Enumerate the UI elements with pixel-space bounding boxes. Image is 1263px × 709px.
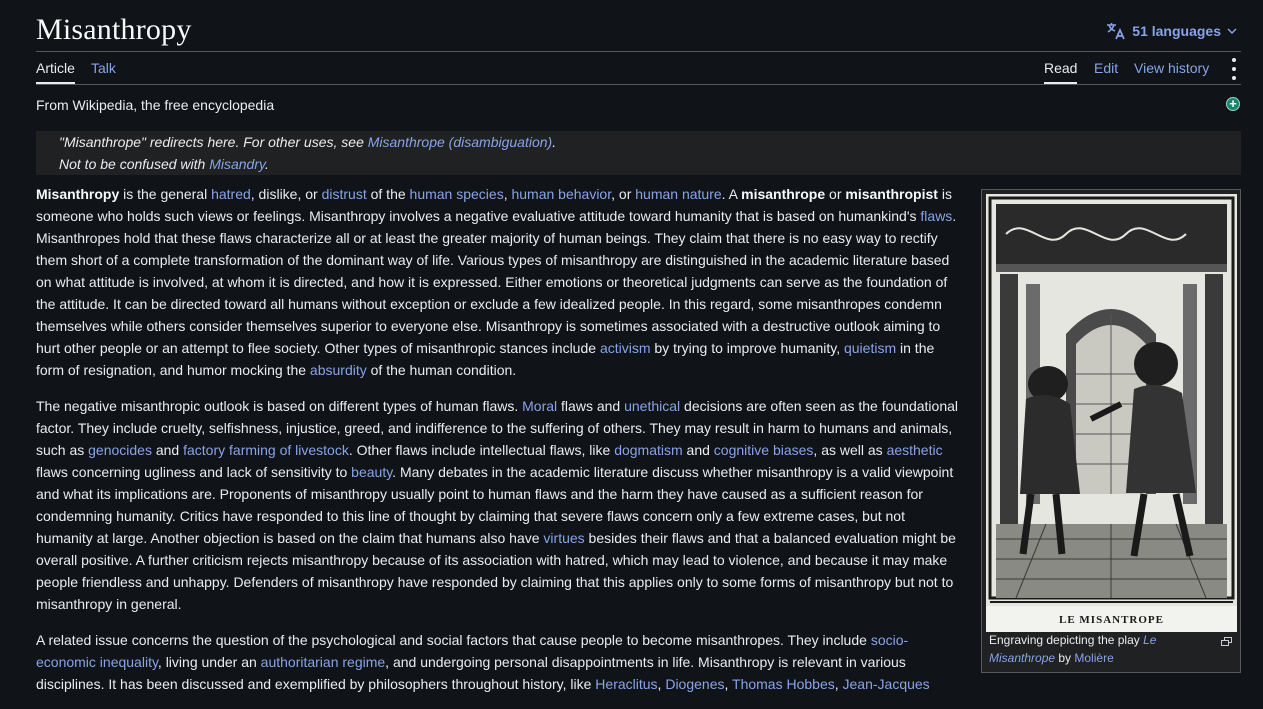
paragraph-text: Misanthropes hold that these flaws characterize all or at least the greater majority of human beings. They claim that there is no easy way to rectify — [36, 230, 938, 246]
language-selector[interactable] — [1106, 22, 1237, 40]
paragraph-text: such as — [36, 442, 89, 458]
paragraph-text: humanity at large. Another objection is based on the claim that humans also have — [36, 530, 544, 546]
paragraph-text: The negative misanthropic outlook is based on different types of human flaws. — [36, 398, 523, 414]
article-link[interactable]: Heraclitus — [595, 676, 658, 692]
caption-link-moliere[interactable]: Molière — [1074, 651, 1114, 665]
bold-term: misanthropist — [845, 186, 938, 202]
article-link[interactable]: absurdity — [309, 362, 367, 378]
translate-icon — [1106, 22, 1126, 40]
article-link[interactable]: hatred — [211, 186, 251, 202]
article-link[interactable]: socio- — [870, 632, 909, 648]
hatnote-line-1 — [59, 131, 1241, 153]
paragraph-text: disciplines. It has been discussed and exemplified by philosophers throughout history, like — [36, 676, 596, 692]
article-link[interactable]: Moral — [522, 398, 558, 414]
paragraph-text: overall positive. A further criticism rejects misanthropy because of its association with hatred, which may lead to violence, and because it may make — [36, 552, 948, 568]
article-link[interactable]: flaws — [920, 208, 953, 224]
paragraph-text: , — [657, 676, 666, 692]
article-link[interactable]: authoritarian regime — [260, 654, 386, 670]
article-link[interactable]: human behavior — [511, 186, 612, 202]
paragraph-text: flaws and — [557, 398, 625, 414]
page-title: Misanthropy — [36, 13, 192, 46]
tab-talk[interactable]: Talk — [91, 60, 116, 76]
paragraph-text: condemning humanity. Critics have responded to this line of thought by claiming that severe flaws concern only a few extreme cases, but not — [36, 508, 905, 524]
paragraph-text: misanthropy in general. — [36, 596, 182, 612]
engraving-image[interactable] — [986, 194, 1237, 632]
engraving-label: LE MISANTROPE — [1059, 614, 1164, 626]
bold-term: Misanthropy — [36, 186, 120, 202]
hatnote-text: . — [552, 134, 557, 150]
paragraph-text: , as well as — [813, 442, 887, 458]
article-link[interactable]: economic inequality — [36, 654, 158, 670]
paragraph-text: people friendless and unhappy. Defenders of misanthropy have responded by claiming that this applies only to some forms of misanthropy but not to — [36, 574, 954, 590]
paragraph-text: is — [937, 186, 952, 202]
article-link[interactable]: beauty — [351, 464, 393, 480]
article-paragraph — [36, 629, 961, 695]
hatnote-link-misandry[interactable]: Misandry — [209, 156, 265, 172]
paragraph-text: . A — [721, 186, 742, 202]
paragraph-text: and what its implications are. Proponents of misanthropy usually point to human flaws and the harm they have caused as a sufficient reason for — [36, 486, 923, 502]
paragraph-text: on what attitude is involved, at whom it is directed, and how it is expressed. Either emotions or theoretical judgments can serve as the foundation of — [36, 274, 948, 290]
article-link[interactable]: virtues — [543, 530, 585, 546]
paragraph-text: and — [682, 442, 714, 458]
article-link[interactable]: Diogenes — [665, 676, 725, 692]
article-body — [36, 183, 961, 709]
article-paragraph — [36, 395, 961, 615]
hatnote-text: . — [264, 156, 269, 172]
paragraph-text: A related issue concerns the question of the psychological and social factors that cause people to become misanthropes. They include — [36, 632, 871, 648]
paragraph-text: someone who holds such views or feelings. Misanthropy involves a negative evaluative attitude toward humanity that is based on humankind's — [36, 208, 921, 224]
article-link[interactable]: dogmatism — [614, 442, 683, 458]
languages-label: 51 languages — [1132, 23, 1221, 39]
hatnote-text: "Misanthrope" redirects here. For other uses, see — [59, 134, 368, 150]
paragraph-text: , — [724, 676, 733, 692]
paragraph-text: the attitude. It can be directed toward all humans without exception or exclude a few idealized people. In this regard, some misanthropes condemn — [36, 296, 942, 312]
paragraph-text: flaws concerning ugliness and lack of sensitivity to — [36, 464, 352, 480]
infobox — [981, 189, 1241, 673]
article-link[interactable]: cognitive biases — [713, 442, 814, 458]
hatnote-text: Not to be confused with — [59, 156, 210, 172]
paragraph-text: in the — [896, 340, 935, 356]
paragraph-text: or — [825, 186, 846, 202]
caption-link-le-misanthrope[interactable]: Le Misanthrope — [989, 633, 1157, 665]
tabs-divider — [36, 84, 1241, 85]
paragraph-text: . Many debates in the academic literature discuss whether misanthropy is a valid viewpoint — [392, 464, 954, 480]
tab-read[interactable]: Read — [1044, 60, 1077, 84]
hatnote-line-2 — [59, 153, 1241, 175]
paragraph-text: , — [503, 186, 512, 202]
paragraph-text: factor. They include cruelty, selfishness, injustice, greed, and indifference to the suffering of others. They may result in harm to humans and animals, — [36, 420, 953, 436]
enlarge-icon[interactable] — [1221, 633, 1232, 642]
article-link[interactable]: aesthetic — [886, 442, 943, 458]
article-link[interactable]: Jean-Jacques — [842, 676, 930, 692]
article-link[interactable]: human species — [409, 186, 504, 202]
article-link[interactable]: quietism — [843, 340, 897, 356]
paragraph-text: . — [952, 208, 957, 224]
caption-text: by — [1055, 651, 1075, 665]
paragraph-text: , dislike, or — [250, 186, 322, 202]
article-link[interactable]: unethical — [624, 398, 681, 414]
paragraph-text: , living under an — [157, 654, 261, 670]
page-tabs — [36, 52, 1241, 84]
article-link[interactable]: human nature — [635, 186, 722, 202]
paragraph-text: , and undergoing personal disappointments in life. Misanthropy is relevant in various — [385, 654, 906, 670]
tab-article[interactable]: Article — [36, 60, 75, 84]
add-icon[interactable]: + — [1226, 97, 1240, 111]
paragraph-text: form of resignation, and humor mocking the — [36, 362, 310, 378]
article-link[interactable]: distrust — [321, 186, 367, 202]
tab-view-history[interactable]: View history — [1134, 60, 1210, 76]
article-link[interactable]: factory farming of livestock — [183, 442, 349, 458]
paragraph-text: and — [151, 442, 184, 458]
caption-text: Engraving depicting the play — [989, 633, 1144, 647]
more-options-icon[interactable] — [1231, 58, 1237, 80]
infobox-caption — [989, 631, 1219, 667]
chevron-down-icon — [1227, 27, 1237, 35]
site-tagline: From Wikipedia, the free encyclopedia — [36, 97, 275, 113]
paragraph-text: hurt other people or an attempt to flee society. Other types of misanthropic stances include — [36, 340, 600, 356]
tab-edit[interactable]: Edit — [1094, 60, 1119, 76]
paragraph-text: , — [834, 676, 843, 692]
article-paragraph — [36, 183, 961, 381]
paragraph-text: them short of a complete transformation of the dominant way of life. Various types of misanthropy are distinguished in the academic literature based — [36, 252, 950, 268]
paragraph-text: is the general — [119, 186, 212, 202]
paragraph-text: decisions are often seen as the foundational — [680, 398, 959, 414]
hatnote-link-disambiguation[interactable]: Misanthrope (disambiguation) — [367, 134, 553, 150]
paragraph-text: of the human condition. — [366, 362, 517, 378]
paragraph-text: by trying to improve humanity, — [650, 340, 844, 356]
paragraph-text: themselves while others consider themselves superior to everyone else. Misanthropy is sometimes associated with a destructive outlook aiming to — [36, 318, 941, 334]
article-link[interactable]: activism — [599, 340, 651, 356]
article-link[interactable]: Thomas Hobbes — [732, 676, 835, 692]
bold-term: misanthrope — [741, 186, 826, 202]
hatnote — [36, 131, 1241, 175]
article-link[interactable]: genocides — [88, 442, 152, 458]
paragraph-text: of the — [366, 186, 410, 202]
paragraph-text: , or — [611, 186, 636, 202]
paragraph-text: besides their flaws and that a balanced evaluation might be — [584, 530, 956, 546]
paragraph-text: . Other flaws include intellectual flaws, like — [348, 442, 615, 458]
